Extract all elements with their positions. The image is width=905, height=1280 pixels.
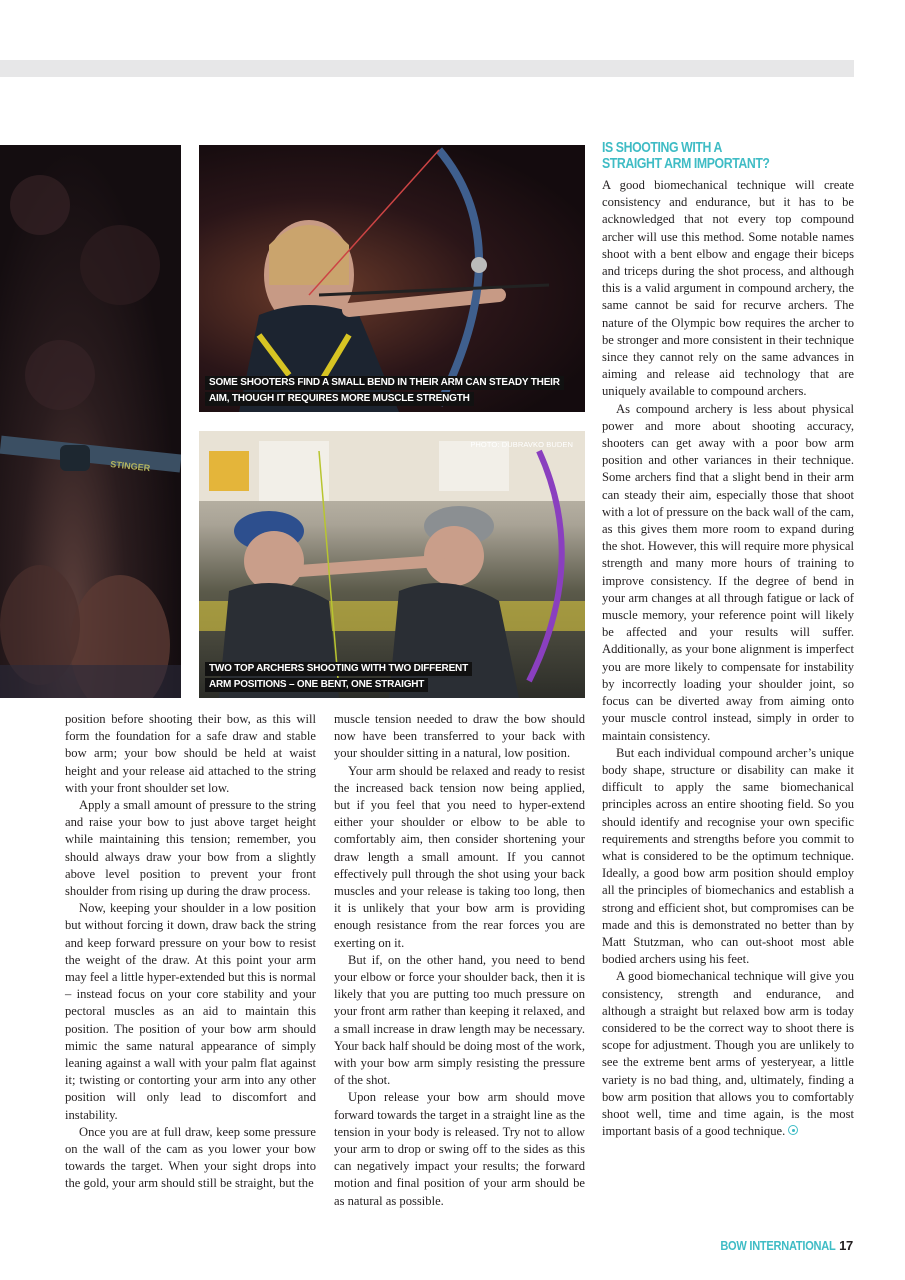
col1-paragraph-4: Once you are at full draw, keep some pressure on the wall of the cam as you lower your bow towards the target. When your sight drops into the gold, your arm should still be straight, but the bbox=[65, 1124, 316, 1191]
magazine-name: BOW INTERNATIONAL bbox=[719, 1238, 836, 1253]
col1-paragraph-2: Apply a small amount of pressure to the string and raise your bow to just above target height while maintaining this tension; remember, you should always draw your bow from a slightly above level position to prevent your front shoulder from rising up during the draw process. bbox=[65, 798, 316, 899]
photo-top-caption bbox=[205, 376, 564, 408]
photo-two-archers bbox=[199, 431, 585, 698]
col3-paragraph-1: A good biomechanical technique will create consistency and endurance, but it has to be acknowledged that not every top compound archer will use this method. Some notable names shoot with a bent elbow and engage their biceps and triceps during the shot process, and although this is a valid argument in compound archery, the same cannot be said for recurve archers. The nature of the Olympic bow requires the archer to be stronger and more consistent in their technique since they cannot rely on the same advances in aiming and release aid technology that are uniquely available to compound archers. bbox=[602, 178, 854, 399]
col1-paragraph-3: Now, keeping your shoulder in a low position but without forcing it down, draw back the string and keep forward pressure on your bow to resist the weight of the draw. At this point your arm may feel a little hyper-extended but this is normal – instead focus on your core stability and your pectoral muscles as an aid to maintain this position. The position of your bow arm should mimic the same natural appearance of simply leaning against a wall with your palm flat against it; twisting or contorting your arm into any other position will only lead to discomfort and instability. bbox=[65, 901, 316, 1122]
photo-top-caption-line2: AIM, THOUGH IT REQUIRES MORE MUSCLE STRENGTH bbox=[205, 392, 474, 406]
photo-left-illustration bbox=[0, 145, 181, 698]
col3-paragraph-2: As compound archery is less about physical power and more about shooting accuracy, shooters can get away with a poor bow arm position and other variances in their technique. Some archers find that a slight bend in their arm can steady their aim, especially those that shoot with a lot of pressure on the back wall of the cam, as this gives them more room to expand during the shot. However, this will require more physical strength and many more hours of training to improve consistency. If the degree of bend in your arm changes at all through fatigue or lack of muscle memory, your reference point will likely be affected and your results will suffer. Additionally, as your bone alignment is imperfect you are more likely to compensate for instability by incorrectly loading your shoulder joint, so focus can be diverted away from aiming onto your muscle control instead, simply in order to maintain consistency. bbox=[602, 401, 854, 743]
page-number: 17 bbox=[839, 1238, 853, 1253]
photo-archer-left-crop bbox=[0, 145, 181, 698]
col3-paragraph-4-text: A good biomechanical technique will give you consistency, strength and endurance, and although a straight but relaxed bow arm is today considered to be the correct way to shoot there is scope for adjustment. Though you are unlikely to see the extreme bent arms of yesteryear, a little variety is no bad thing, and, ultimately, finding a bow arm position that allows you to comfortably shoot well, time and time again, is the most important basis of a good technique. bbox=[602, 969, 854, 1139]
photo-top-caption-line1: SOME SHOOTERS FIND A SMALL BEND IN THEIR ARM CAN STEADY THEIR bbox=[205, 376, 564, 390]
photo-bottom-caption-line2: ARM POSITIONS – ONE BENT, ONE STRAIGHT bbox=[205, 678, 428, 692]
photo-bottom-caption bbox=[205, 662, 472, 694]
section-heading-line1: IS SHOOTING WITH A bbox=[602, 139, 722, 156]
end-of-article-icon bbox=[788, 1125, 798, 1135]
col3-paragraph-3: But each individual compound archer’s unique body shape, structure or disability can make it difficult to apply the same biomechanical principles across an entire shooting field. So you should identify and recognise your own specific requirements and strengths before you commit to what is considered to be the optimum technique. Ideally, a good bow arm position should employ all the principles of biomechanics and establish a strong and efficient shot, but compromises can be made and this is demonstrated no better than by Matt Stutzman, who can out-shoot most able bodied archers using his feet. bbox=[602, 745, 854, 967]
photo-bottom-illustration bbox=[199, 431, 585, 698]
photo-archer-bent-arm bbox=[199, 145, 585, 412]
header-bar bbox=[0, 60, 854, 77]
col3-paragraph-4 bbox=[602, 968, 854, 1140]
photo-top-illustration bbox=[199, 145, 585, 412]
article-column-1 bbox=[65, 711, 316, 1193]
photo-bottom-caption-line1: TWO TOP ARCHERS SHOOTING WITH TWO DIFFERENT bbox=[205, 662, 472, 676]
article-column-3 bbox=[602, 177, 854, 1140]
photo-credit: PHOTO: DUBRAVKO BUDEN bbox=[470, 440, 573, 449]
article-column-2 bbox=[334, 711, 585, 1210]
col2-paragraph-3: But if, on the other hand, you need to bend your elbow or force your shoulder back, then it is likely that you are putting too much pressure on your front arm rather than keeping it relaxed, and a small increase in draw length may be necessary. Your back half should be doing most of the work, with your bow arm simply resisting the pressure of the shot. bbox=[334, 952, 585, 1088]
col1-paragraph-1: position before shooting their bow, as this will form the foundation for a safe draw and stable bow arm; your bow should be held at waist height and your release aid attached to the string with your front shoulder set low. bbox=[65, 712, 316, 795]
section-heading-line2: STRAIGHT ARM IMPORTANT? bbox=[602, 155, 770, 172]
col2-paragraph-2: Your arm should be relaxed and ready to resist the increased back tension now being applied, but if you feel that you need to hyper-extend either your shoulder or elbow to be able to comfortably aim, then consider shortening your draw length a small amount. If you cannot effectively pull through the shot using your back muscles and your release is taking too long, then it is unlikely that your bow arm is providing enough resistance from the rear forces you are exerting on it. bbox=[334, 763, 585, 950]
page-footer bbox=[700, 1238, 853, 1253]
section-heading bbox=[602, 140, 809, 172]
svg-text:STINGER: STINGER bbox=[109, 459, 151, 474]
col2-paragraph-4: Upon release your bow arm should move forward towards the target in a straight line as the tension in your body is released. Try not to allow your arm to drop or swing off to the sides as this can negatively impact your results; the forward motion and final position of your arm should be as natural as possible. bbox=[334, 1090, 585, 1208]
col2-paragraph-1: muscle tension needed to draw the bow should now have been transferred to your back with your shoulder sitting in a natural, low position. bbox=[334, 712, 585, 761]
